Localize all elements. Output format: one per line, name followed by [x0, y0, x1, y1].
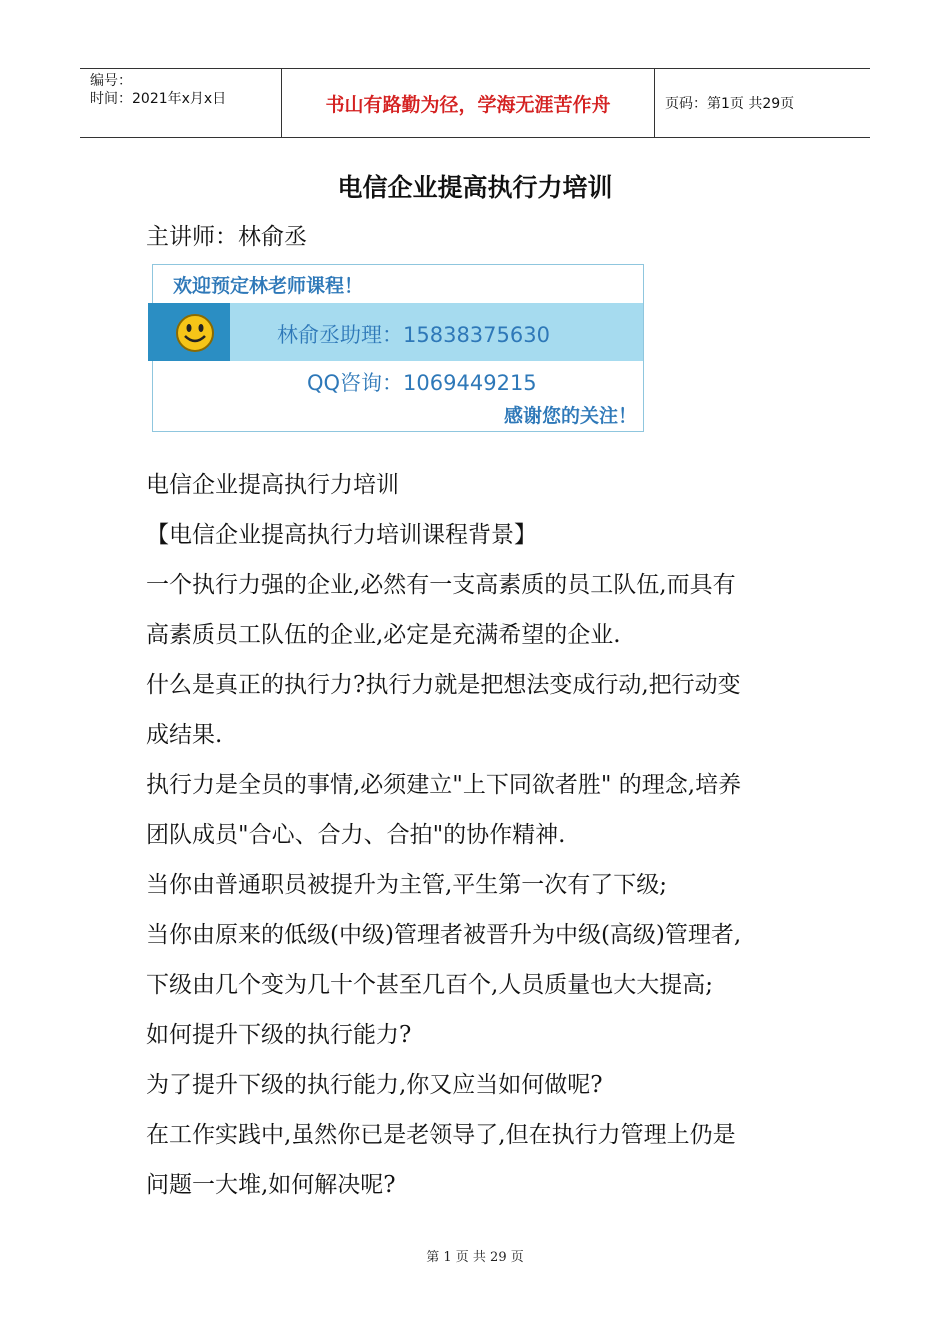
lecturer-line: 主讲师：林俞丞 — [146, 224, 307, 250]
banner-thanks: 感谢您的关注！ — [503, 405, 637, 427]
paragraph-line: 下级由几个变为几十个甚至几百个,人员质量也大大提高; — [146, 972, 714, 998]
paragraph-line: 【电信企业提高执行力培训课程背景】 — [146, 522, 537, 548]
paragraph-line: 团队成员"合心、合力、合拍"的协作精神. — [146, 822, 566, 848]
banner-assistant: 林俞丞助理：15838375630 — [277, 323, 550, 347]
paragraph-line: 在工作实践中,虽然你已是老领导了,但在执行力管理上仍是 — [146, 1122, 736, 1148]
banner-qq: QQ咨询：1069449215 — [307, 371, 537, 395]
page-header — [80, 68, 870, 138]
paragraph-line: 为了提升下级的执行能力,你又应当如何做呢? — [146, 1072, 603, 1098]
banner-welcome: 欢迎预定林老师课程！ — [173, 275, 364, 297]
header-meta — [80, 69, 282, 137]
paragraph-line: 成结果. — [146, 722, 223, 748]
contact-banner — [152, 264, 644, 432]
paragraph-line: 什么是真正的执行力?执行力就是把想法变成行动,把行动变 — [146, 672, 741, 698]
body-text — [146, 460, 826, 1210]
time-label: 时间：2021年x月x日 — [90, 91, 227, 107]
page-footer: 第 1 页 共 29 页 — [426, 1250, 524, 1265]
paragraph-line: 如何提升下级的执行能力? — [146, 1022, 412, 1048]
smiley-icon — [175, 313, 215, 353]
number-label: 编号： — [90, 73, 132, 89]
document-title: 电信企业提高执行力培训 — [337, 173, 613, 202]
paragraph-line: 执行力是全员的事情,必须建立"上下同欲者胜" 的理念,培养 — [146, 772, 742, 798]
header-motto: 书山有路勤为径，学海无涯苦作舟 — [282, 69, 655, 137]
paragraph-line: 问题一大堆,如何解决呢? — [146, 1172, 396, 1198]
paragraph-line: 当你由普通职员被提升为主管,平生第一次有了下级; — [146, 872, 668, 898]
header-page-info: 页码：第1页 共29页 — [665, 96, 795, 112]
paragraph-line: 电信企业提高执行力培训 — [146, 472, 399, 498]
paragraph-line: 当你由原来的低级(中级)管理者被晋升为中级(高级)管理者, — [146, 922, 742, 948]
paragraph-line: 高素质员工队伍的企业,必定是充满希望的企业. — [146, 622, 621, 648]
paragraph-line: 一个执行力强的企业,必然有一支高素质的员工队伍,而具有 — [146, 572, 736, 598]
